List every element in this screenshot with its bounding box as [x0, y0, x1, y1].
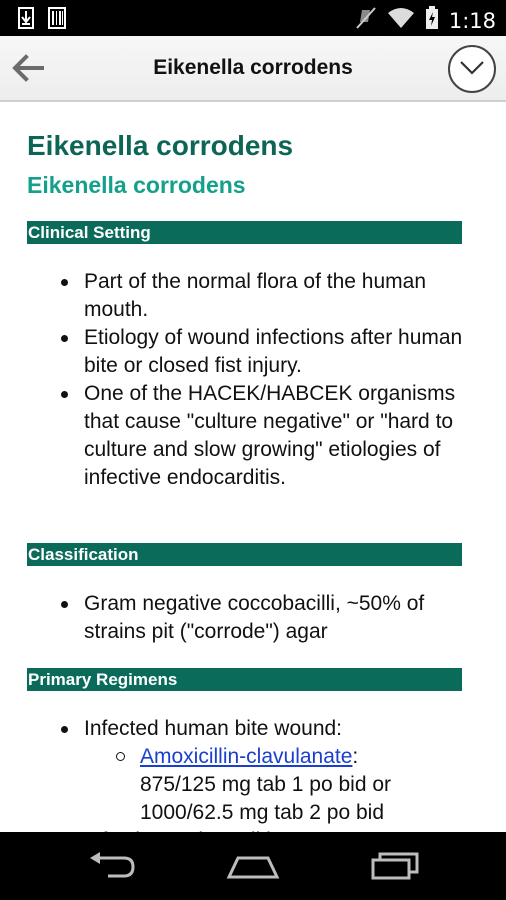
status-bar: [0, 0, 506, 36]
article-subheading: Eikenella corrodens: [27, 172, 246, 198]
section-header-clinical-setting: Clinical Setting: [27, 221, 462, 244]
drug-link-amoxicillin-clavulanate[interactable]: Amoxicillin-clavulanate: [140, 745, 353, 768]
nav-back-button[interactable]: [88, 850, 136, 885]
content-area[interactable]: [0, 102, 506, 832]
download-icon: [18, 7, 34, 34]
regimen-subitem: [0, 743, 466, 827]
section-header-classification: Classification: [27, 543, 462, 566]
section-header-primary-regimens: Primary Regimens: [27, 668, 462, 691]
page-title: Eikenella corrodens: [153, 56, 353, 79]
app-bar: [0, 36, 506, 102]
menu-button[interactable]: [448, 45, 496, 93]
drug-colon: :: [352, 745, 359, 768]
dose-line-1: 875/125 mg tab 1 po bid or: [140, 773, 392, 796]
list-item: Gram negative coccobacilli, ~50% of strains pit ("corrode") agar: [0, 590, 506, 646]
battery-icon: [425, 6, 439, 35]
nav-home-button[interactable]: [226, 850, 280, 885]
mute-icon: [355, 6, 377, 35]
back-nav-icon: [88, 850, 136, 880]
recents-nav-icon: [370, 850, 420, 880]
regimen-indication: Infected human bite wound:: [84, 717, 343, 740]
wifi-icon: [387, 7, 415, 34]
classification-list: [0, 590, 506, 646]
barcode-icon: [48, 7, 66, 34]
clock: 1:18: [448, 8, 496, 33]
dose-line-2: 1000/62.5 mg tab 2 po bid: [140, 801, 385, 824]
list-item: [0, 715, 506, 827]
chevron-down-icon: [459, 60, 485, 76]
article-heading: Eikenella corrodens: [27, 130, 294, 161]
list-item: One of the HACEK/HABCEK organisms that cause "culture negative" or "hard to culture and slow growing" etiologies of infective endocarditis.: [0, 380, 506, 492]
list-item: Part of the normal flora of the human mouth.: [0, 268, 506, 324]
nav-recents-button[interactable]: [370, 850, 420, 885]
home-nav-icon: [226, 850, 280, 880]
list-item: Etiology of wound infections after human bite or closed fist injury.: [0, 324, 506, 380]
navigation-bar: [0, 832, 506, 900]
clinical-setting-list: [0, 268, 506, 492]
